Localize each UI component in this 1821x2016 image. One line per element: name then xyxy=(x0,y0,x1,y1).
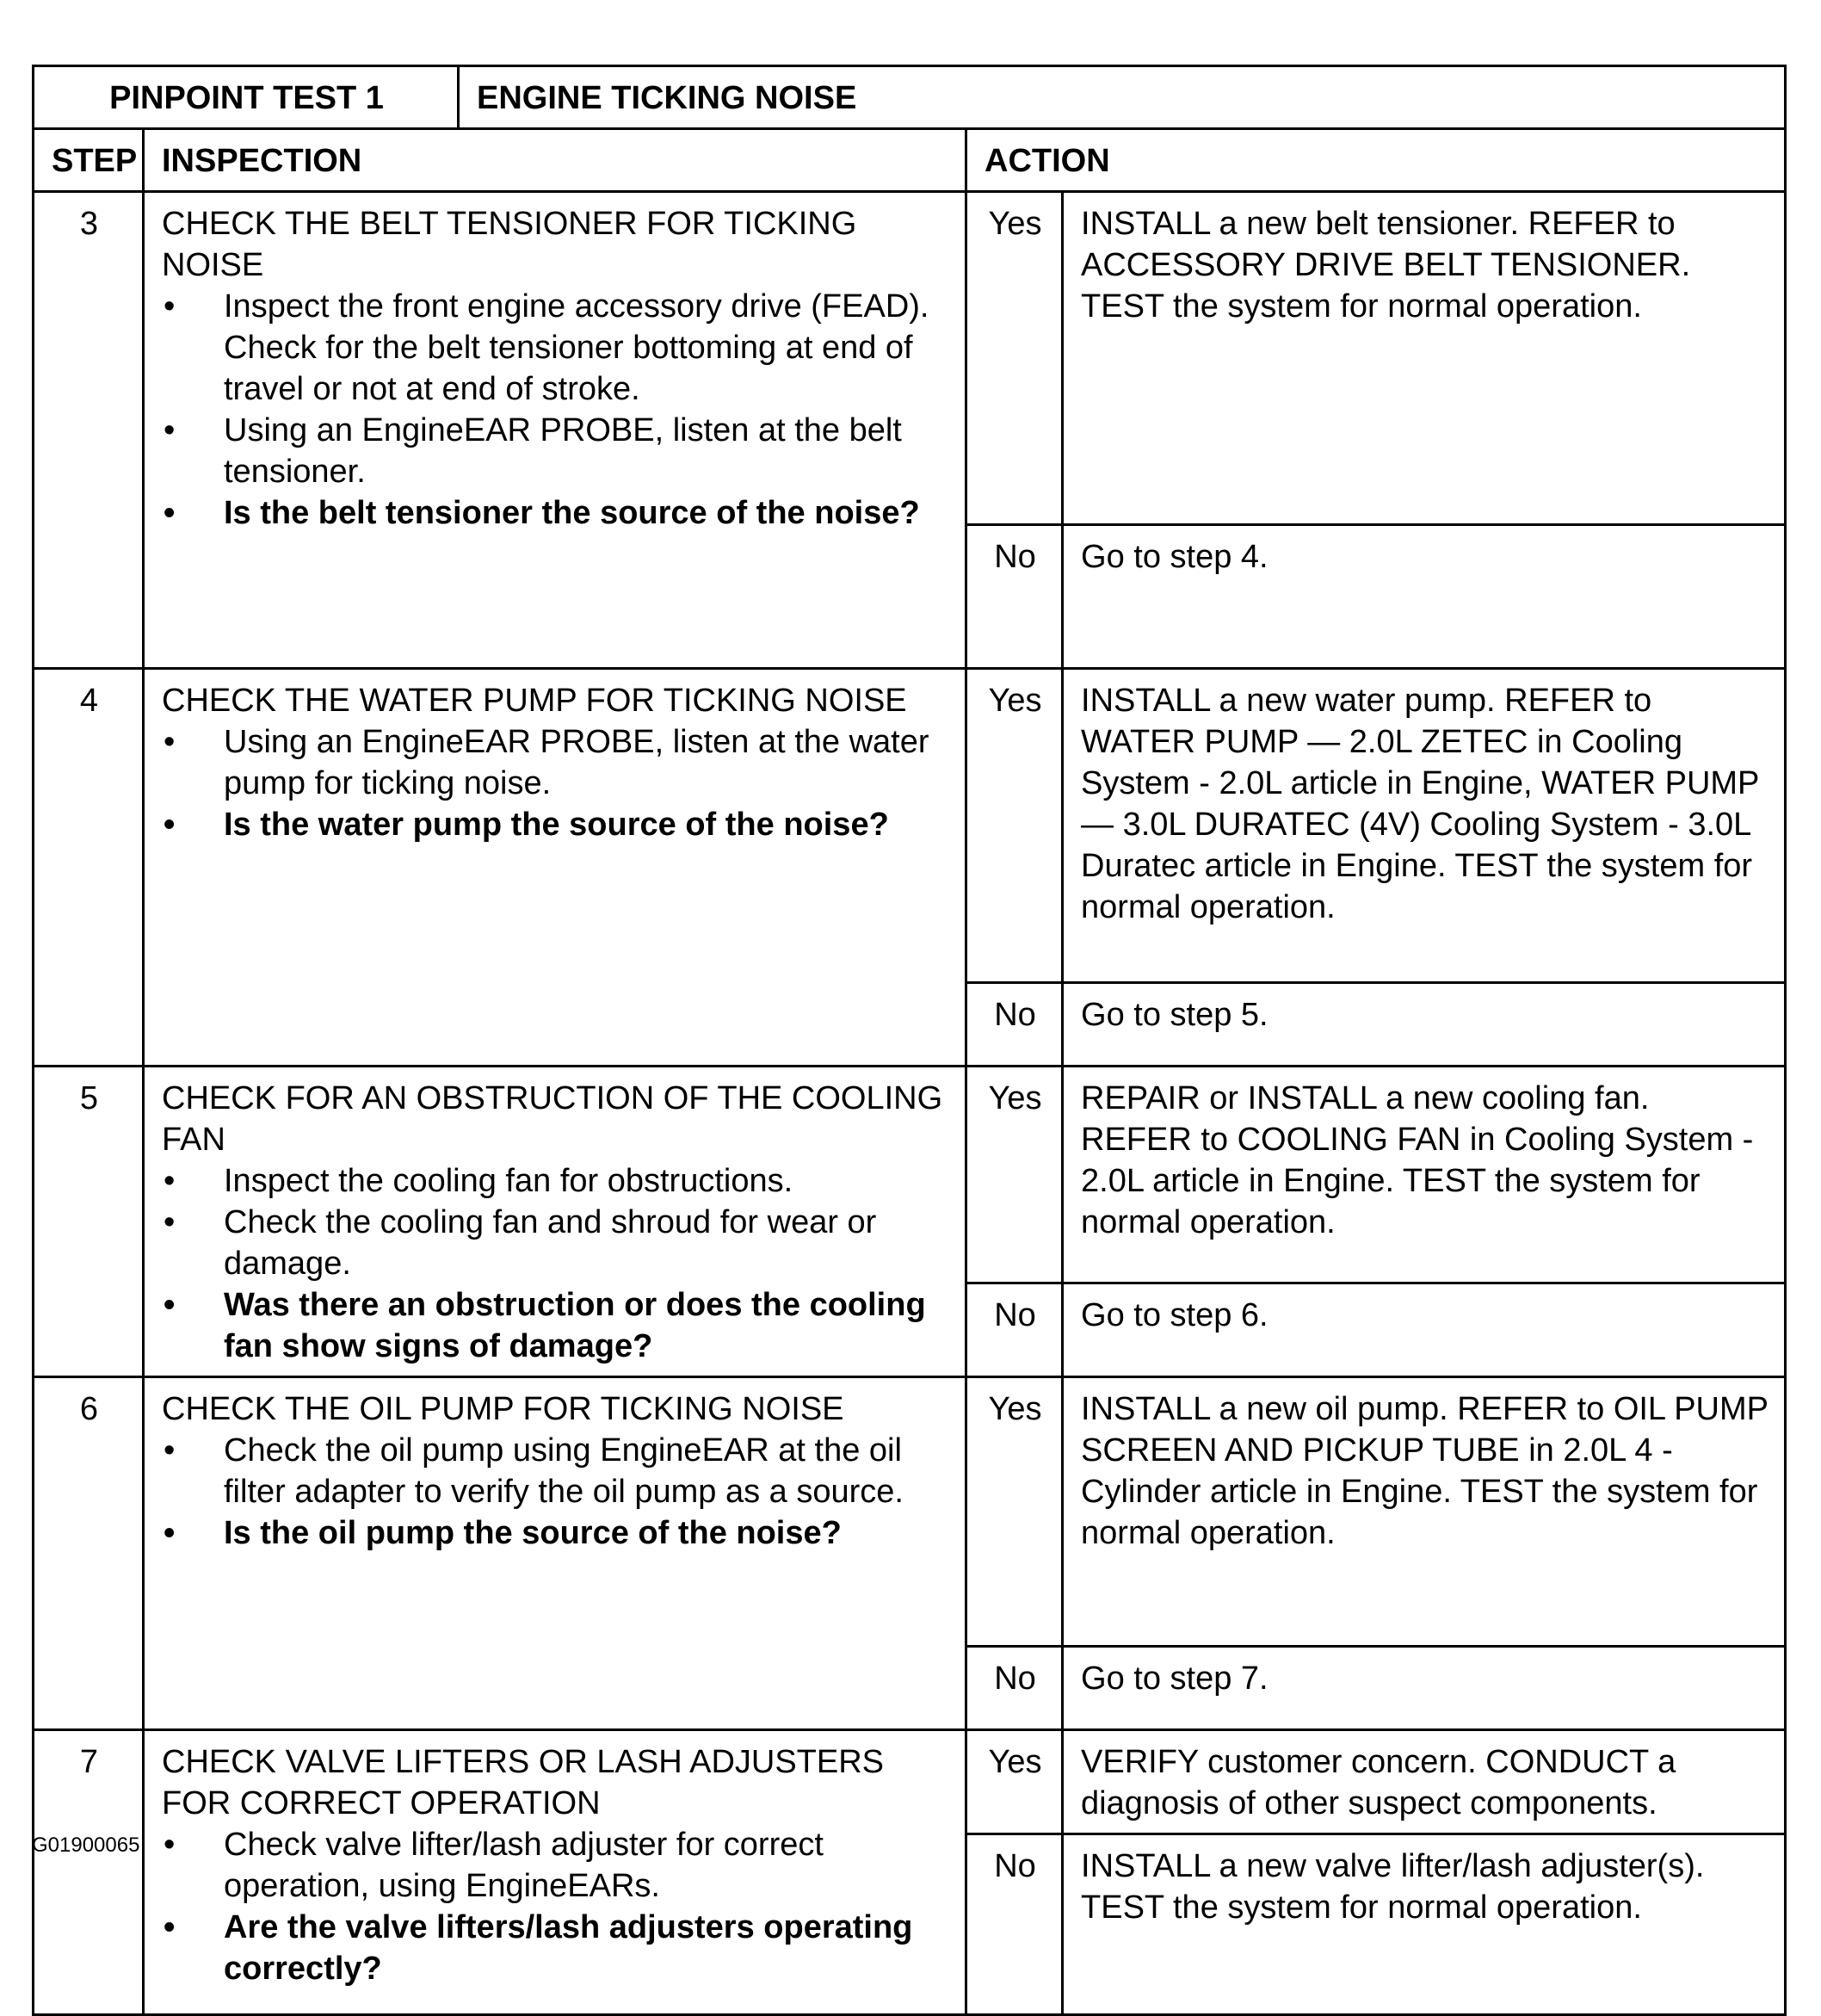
step-number: 4 xyxy=(34,669,144,1067)
table-row xyxy=(34,669,1786,983)
outcome-action: Go to step 7. xyxy=(1063,1647,1786,1730)
outcome-action: INSTALL a new valve lifter/lash adjuster(s). TEST the system for normal operation. xyxy=(1063,1834,1786,2015)
step-number: 6 xyxy=(34,1377,144,1730)
table-row xyxy=(34,192,1786,525)
inspection-cell xyxy=(144,1067,966,1377)
bullet-icon: • xyxy=(164,1515,176,1551)
outcome-answer: No xyxy=(966,1834,1063,2015)
outcome-action: Go to step 5. xyxy=(1063,983,1786,1067)
step-rows xyxy=(34,192,1786,2015)
inspection-item-text: Check the cooling fan and shroud for wear or damage. xyxy=(224,1204,877,1282)
list-item xyxy=(162,1824,949,1907)
figure-id: G01900065 xyxy=(32,1834,140,1857)
inspection-title: CHECK THE WATER PUMP FOR TICKING NOISE xyxy=(162,683,907,719)
inspection-title: CHECK VALVE LIFTERS OR LASH ADJUSTERS FOR CORRECT OPERATION xyxy=(162,1744,885,1821)
column-header-action: ACTION xyxy=(966,129,1786,192)
bullet-icon: • xyxy=(164,1204,176,1240)
bullet-icon: • xyxy=(164,807,176,843)
test-title: ENGINE TICKING NOISE xyxy=(459,66,1786,129)
bullet-icon: • xyxy=(164,495,176,531)
bullet-icon: • xyxy=(164,288,176,325)
list-item xyxy=(162,286,949,410)
inspection-item-text: Using an EngineEAR PROBE, listen at the belt tensioner. xyxy=(224,412,902,490)
inspection-cell xyxy=(144,1730,966,2015)
bullet-icon: • xyxy=(164,412,176,448)
table-row xyxy=(34,1067,1786,1283)
test-label: PINPOINT TEST 1 xyxy=(34,66,459,129)
bullet-icon: • xyxy=(164,1827,176,1863)
inspection-item-text: Check the oil pump using EngineEAR at the oil filter adapter to verify the oil pump as a source. xyxy=(224,1432,904,1510)
pinpoint-test-sheet xyxy=(32,65,1784,2016)
inspection-question-text: Is the oil pump the source of the noise? xyxy=(224,1515,842,1551)
inspection-item-text: Check valve lifter/lash adjuster for correct operation, using EngineEARs. xyxy=(224,1827,824,1904)
inspection-title: CHECK FOR AN OBSTRUCTION OF THE COOLING FAN xyxy=(162,1080,943,1158)
inspection-item-text: Inspect the cooling fan for obstructions. xyxy=(224,1163,793,1199)
bullet-icon: • xyxy=(164,1287,176,1323)
bullet-icon: • xyxy=(164,1909,176,1945)
inspection-question xyxy=(162,804,949,845)
bullet-icon: • xyxy=(164,724,176,760)
inspection-question xyxy=(162,1907,949,1989)
inspection-item-text: Using an EngineEAR PROBE, listen at the water pump for ticking noise. xyxy=(224,724,929,801)
inspection-question-text: Are the valve lifters/lash adjusters operating correctly? xyxy=(224,1909,913,1987)
inspection-cell xyxy=(144,1377,966,1730)
outcome-answer: Yes xyxy=(966,192,1063,525)
inspection-list xyxy=(162,1160,949,1367)
list-item xyxy=(162,410,949,492)
bullet-icon: • xyxy=(164,1163,176,1199)
inspection-list xyxy=(162,286,949,534)
list-item xyxy=(162,721,949,804)
outcome-answer: Yes xyxy=(966,669,1063,983)
bullet-icon: • xyxy=(164,1432,176,1469)
inspection-question-text: Was there an obstruction or does the cooling fan show signs of damage? xyxy=(224,1287,926,1364)
step-number: 5 xyxy=(34,1067,144,1377)
outcome-answer: Yes xyxy=(966,1377,1063,1647)
table-row xyxy=(34,1730,1786,1834)
inspection-title: CHECK THE BELT TENSIONER FOR TICKING NOISE xyxy=(162,206,857,283)
step-number: 3 xyxy=(34,192,144,669)
inspection-list xyxy=(162,1430,949,1554)
list-item xyxy=(162,1202,949,1284)
inspection-list xyxy=(162,1824,949,1989)
outcome-answer: Yes xyxy=(966,1067,1063,1283)
inspection-title: CHECK THE OIL PUMP FOR TICKING NOISE xyxy=(162,1391,844,1427)
inspection-question xyxy=(162,1512,949,1554)
outcome-action: VERIFY customer concern. CONDUCT a diagnosis of other suspect components. xyxy=(1063,1730,1786,1834)
outcome-answer: No xyxy=(966,983,1063,1067)
inspection-item-text: Inspect the front engine accessory drive (FEAD). Check for the belt tensioner bottoming at end of travel or not at end of stroke. xyxy=(224,288,929,407)
table-row xyxy=(34,1377,1786,1647)
test-title-row xyxy=(34,66,1786,129)
inspection-question xyxy=(162,492,949,534)
inspection-cell xyxy=(144,192,966,669)
inspection-question-text: Is the water pump the source of the noise? xyxy=(224,807,889,843)
outcome-action: REPAIR or INSTALL a new cooling fan. REFER to COOLING FAN in Cooling System - 2.0L article in Engine. TEST the system for normal operation. xyxy=(1063,1067,1786,1283)
inspection-list xyxy=(162,721,949,845)
outcome-action: Go to step 6. xyxy=(1063,1283,1786,1376)
step-number: 7 xyxy=(34,1730,144,2015)
outcome-action: INSTALL a new water pump. REFER to WATER PUMP — 2.0L ZETEC in Cooling System - 2.0L article in Engine, WATER PUMP — 3.0L DURATEC (4V) Cooling System - 3.0L Duratec article in Engine. TEST the system for normal operation. xyxy=(1063,669,1786,983)
outcome-answer: No xyxy=(966,525,1063,669)
outcome-action: INSTALL a new oil pump. REFER to OIL PUMP SCREEN AND PICKUP TUBE in 2.0L 4 - Cylinder article in Engine. TEST the system for normal operation. xyxy=(1063,1377,1786,1647)
list-item xyxy=(162,1430,949,1512)
column-header-row xyxy=(34,129,1786,192)
list-item xyxy=(162,1160,949,1202)
outcome-answer: Yes xyxy=(966,1730,1063,1834)
inspection-question xyxy=(162,1284,949,1367)
outcome-answer: No xyxy=(966,1283,1063,1376)
column-header-step: STEP xyxy=(34,129,144,192)
column-header-inspection: INSPECTION xyxy=(144,129,966,192)
inspection-cell xyxy=(144,669,966,1067)
outcome-action: Go to step 4. xyxy=(1063,525,1786,669)
outcome-action: INSTALL a new belt tensioner. REFER to ACCESSORY DRIVE BELT TENSIONER. TEST the system for normal operation. xyxy=(1063,192,1786,525)
inspection-question-text: Is the belt tensioner the source of the noise? xyxy=(224,495,920,531)
pinpoint-test-table xyxy=(32,65,1787,2016)
outcome-answer: No xyxy=(966,1647,1063,1730)
